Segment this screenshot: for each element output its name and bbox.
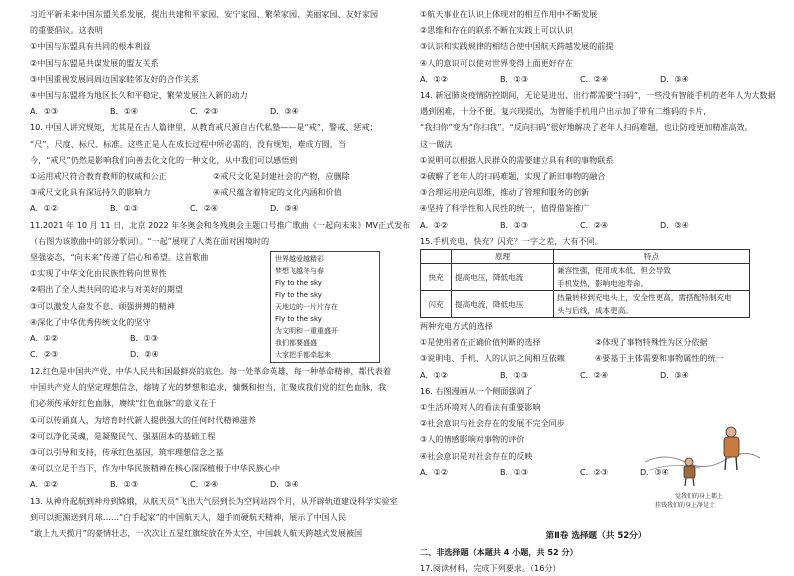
choice-d[interactable]: D．③④ — [640, 466, 669, 477]
q12-option: ④可以立足于当下，作为中华民族精神在核心深深植根于中华民族心中 — [30, 463, 281, 474]
choice-c[interactable]: C．②④ — [580, 369, 609, 380]
cartoon-figure — [684, 466, 695, 478]
q11-option: ③可以激发人奋发不息、顽强拼搏的精神 — [30, 300, 175, 311]
q15-stem: 两种充电方式的选择 — [420, 321, 493, 332]
q14-stem: 遇到困难，十分不便。复兴现提出，为智能手机用户出示加了带有二维码的卡片， — [420, 106, 712, 117]
lyric-line: 为文明和一重重盛开 — [275, 327, 338, 336]
table-cell-kind: 快充 — [421, 264, 452, 291]
q11-stem: （右图为该歌曲中的部分歌词）。“一起”展现了人类在面对困境时的 — [30, 235, 270, 246]
choice-a[interactable]: A．①② — [30, 333, 59, 344]
intro-choices — [30, 103, 393, 119]
table-row — [421, 291, 750, 318]
choice-c[interactable]: C．②④ — [190, 203, 219, 214]
q16-option: ②社会意识与社会存在的发展不完全同步 — [420, 418, 565, 429]
table-header: 原理 — [452, 250, 554, 264]
table-header-row — [421, 250, 750, 264]
q13-option: ③认识和实践规律的相结合使中国航天跨越发展的前提 — [420, 41, 614, 52]
choice-b[interactable]: B．①③ — [500, 219, 529, 230]
choice-a[interactable]: A．①② — [420, 73, 449, 84]
feature-line: 头与后线，成本更高。 — [557, 306, 633, 316]
q15-choices — [420, 367, 772, 383]
q10-options-row — [30, 168, 393, 184]
q13-option: ①航天事业在认识上体现对的相互作用中不断发展 — [420, 9, 598, 19]
lyric-line: 天地边的一片片存在 — [275, 303, 338, 312]
cartoon-caption: 觉我们的身上都上 — [675, 492, 724, 500]
cartoon-landscape — [645, 453, 760, 466]
q10-stem: “尺”，尺度、标尺、标准。这些正是人在成长过程中所必需的，没有规矩，难成方圆，当 — [30, 138, 346, 149]
feature-line: 手机发热，影响电池寿命。 — [557, 279, 649, 289]
intro-line: 习近平新未来中国东盟关系发展，提出共建和平家园、安宁家园、繁荣家园、美丽家园、友好家园 — [30, 9, 379, 19]
choice-b[interactable]: B．①③ — [110, 479, 139, 490]
q11-body — [30, 249, 270, 362]
q15-option: ②体现了事物特殊性为区分依据 — [595, 337, 708, 348]
q12-stem: 们必须传承好红色血脉，赓续“红色血脉”的意义在于 — [30, 398, 217, 409]
feature-line: 兼容性强，使用成本低，但会导致 — [557, 266, 671, 276]
q14-stem: 14. 新冠肺炎疫情防控期间，无论是进出、出行都需要“扫码”，一些没有智能手机的老年人为大数据 — [420, 90, 776, 101]
choice-c[interactable]: C．②④ — [580, 219, 609, 230]
q13-stem: 到可以扼源送到月球……“白手起家”的中国航天人，翅手而硬航天精神，展示了中国人民 — [30, 511, 346, 522]
q15-options-row — [420, 334, 772, 350]
q16-option: ③人的情感影响对事物的评价 — [420, 434, 525, 445]
lyric-line: 大家把手都牵起来 — [275, 351, 331, 360]
feature-line: 热量转移到充电头上，安全性更高，需搭配特制充电 — [557, 293, 732, 303]
q14-stem: “我扫你”变为“你扫我”。“反向扫码”很好地解决了老年人扫码难题，也让防疫更加精准高效。 — [420, 122, 753, 133]
q16-stem: 16. 右图漫画从一个侧面强调了 — [420, 385, 533, 396]
choice-b[interactable]: B．①③ — [500, 369, 529, 380]
choice-d[interactable]: D．③④ — [660, 369, 689, 380]
table-header: 特点 — [554, 250, 750, 264]
cartoon-head — [726, 427, 736, 437]
choice-d[interactable]: D．③④ — [270, 203, 299, 214]
lyric-line: Fly to the sky — [275, 291, 322, 300]
choice-a[interactable]: A．①② — [420, 466, 449, 477]
intro-option: ④中国与东盟将为地区长久和平稳定、繁荣发展注入新的动力 — [30, 90, 248, 101]
q11-option: ②唱出了全人类共同的追求与对美好的期望 — [30, 284, 183, 295]
q14-option: ③合理运用逆向思维，推动了管理和服务的创新 — [420, 187, 590, 198]
cartoon-head — [685, 458, 693, 466]
choice-c[interactable]: C．②③ — [580, 466, 609, 477]
q11-wrap — [30, 249, 393, 363]
q12-option: ③可以引导和支持，传承红色基因，筑牢理想信念之基 — [30, 447, 224, 458]
q14-option: ④坚持了科学性和人民性的统一，值得借鉴推广 — [420, 203, 590, 214]
q10-option: ①运用戒尺符合教育教师的权威和公正 — [30, 171, 167, 182]
choice-d[interactable]: D．③④ — [660, 73, 689, 84]
q15-options-row — [420, 350, 772, 366]
q16-cartoon-area — [420, 464, 772, 528]
table-cell-kind: 闪充 — [421, 291, 452, 318]
left-column — [30, 0, 411, 541]
choice-d[interactable]: D．②④ — [130, 349, 159, 360]
table-cell-features — [554, 264, 750, 291]
q12-stem: 12.红色是中国共产党、中华人民共和国最鲜亮的底色。每一处革命英雄，每一种革命精神，都代表着 — [30, 366, 391, 377]
q10-stem: 10. 中国人讲究规矩，尤其是在古人篇律里，从教育戒尺源自古代私塾——是“戒”，警戒、惩戒； — [30, 122, 378, 133]
q14-choices — [420, 217, 772, 233]
cartoon-figure — [724, 437, 739, 457]
q12-option: ②可以净化灵魂，是凝聚民气、强基固本的基础工程 — [30, 430, 216, 441]
q15-option: ④要基于主体需要和事物属性的统一 — [595, 353, 724, 364]
choice-a[interactable]: A．①③ — [30, 106, 59, 117]
choice-d[interactable]: D．③④ — [270, 106, 299, 117]
q14-option: ①说明可以根据人民群众的需要建立具有利的事物联系 — [420, 154, 614, 165]
q11-stem: 坚强姿态，“向未来”传递了信心和希望。这首歌曲 — [30, 252, 209, 263]
q10-option: ②戒尺文化是封建社会的产物，应删除 — [213, 171, 350, 182]
q15-option: ①是使用者在正确价值判断的选择 — [420, 337, 541, 348]
table-cell-features — [554, 291, 750, 318]
cartoon-illustration — [645, 422, 760, 512]
q12-stem: 中国共产党人的坚定理想信念，熔铸了光的梦想和追求，慷慨和担当，汇聚成我们党的红色血脉，我 — [30, 382, 387, 393]
q11-choices — [30, 346, 270, 362]
cartoon-legs — [685, 478, 694, 486]
choice-a[interactable]: A．①② — [420, 219, 449, 230]
q16-option: ④社会意识是对社会存在的反映 — [420, 450, 533, 461]
choice-d[interactable]: D．③④ — [660, 219, 689, 230]
cartoon-caption: 挂钱我们的身上净是土 — [655, 501, 716, 509]
table-corner — [421, 250, 452, 264]
q15-option: ③说明电、手机、人的认识之间相互依赖 — [420, 353, 565, 364]
lyric-line: 我们都要盛盛 — [275, 339, 317, 348]
choice-c[interactable]: C．②③ — [30, 349, 59, 360]
q13-choices — [420, 71, 772, 87]
q10-options-row — [30, 184, 393, 200]
choice-c[interactable]: C．②③ — [190, 106, 219, 117]
lyric-line: 世界越爱越精彩 — [275, 255, 324, 264]
q11-choices — [30, 330, 270, 346]
q15-stem: 15.手机充电，快充？闪充？一字之差，大有不同。 — [420, 235, 603, 246]
table-row — [421, 264, 750, 291]
choice-c[interactable]: C．②④ — [580, 73, 609, 84]
q14-stem: 这一做法 — [420, 138, 453, 149]
choice-a[interactable]: A．①② — [420, 369, 449, 380]
lyric-line: 梦想飞越冬与春 — [275, 267, 324, 276]
right-column — [420, 0, 776, 576]
choice-c[interactable]: C．②④ — [190, 479, 219, 490]
intro-option: ①中国与东盟具有共同的根本利益 — [30, 41, 151, 52]
charging-table — [420, 249, 750, 318]
q13-stem: “敢上九天揽月”的豪情壮志，一次次让五星红旗绽放在外太空，中国载人航天跨越式发展被国 — [30, 528, 363, 539]
choice-d[interactable]: D．③④ — [270, 479, 299, 490]
q16-option: ①生活环境对人的看法有重要影响 — [420, 402, 541, 413]
q13-option: ②思维和存在的联系不断在实践上可以认识 — [420, 25, 573, 36]
table-cell-principle: 提高电流，降低电压 — [452, 291, 554, 318]
q14-option: ②破解了老年人的扫码难题，实现了新旧事物的融合 — [420, 171, 606, 182]
lyric-line: Fly to the sky — [275, 279, 322, 288]
q11-option: ①实现了中华文化由民族性转向世界性 — [30, 268, 167, 279]
q10-stem: 今，“戒尺”仍然是影响我们向善去化文化的一种文化，从中我们可以感悟到 — [30, 154, 298, 165]
lyrics-box — [270, 251, 380, 363]
q12-option: ①可以传诵真人，为培育时代新人提供强大的任何时代精神滋养 — [30, 414, 256, 425]
q10-option: ③戒尺文化具有深远持久的影响力 — [30, 187, 151, 198]
section-heading: 二、非选择题（本题共 4 小题，共 52 分） — [420, 547, 578, 558]
intro-option: ②中国与东盟是共谋发展的盟友关系 — [30, 57, 159, 68]
q10-option: ④戒尺蕴含着特定的文化内涵和价值 — [213, 187, 342, 198]
q13-stem: 13. 从神舟起航到神舟到嫦娥，从航天员“飞出大气层到长为空间站四个月，从开辟轨道建设科学实验室 — [30, 495, 398, 506]
q10-choices — [30, 200, 393, 216]
intro-option: ③中国重视发展同周边国家睦邻友好的合作关系 — [30, 73, 200, 84]
q17-stem: 17.阅读材料，完成下列要求。（16分） — [420, 563, 561, 574]
choice-b[interactable]: B．①③ — [130, 333, 159, 344]
choice-a[interactable]: A．①② — [30, 203, 59, 214]
choice-a[interactable]: A．①② — [30, 479, 59, 490]
choice-b[interactable]: B．①③ — [500, 466, 529, 477]
lyric-line: Fly to the sky — [275, 315, 322, 324]
q11-stem: 11.2021 年 10 月 11 日，北京 2022 年冬奥会和冬残奥会主题口号推广歌曲《一起向未来》MV正式发布 — [30, 219, 411, 230]
section-title: 第Ⅱ卷 选择题（共 52分） — [545, 530, 647, 541]
q12-choices — [30, 476, 393, 492]
choice-b[interactable]: B．①③ — [110, 203, 139, 214]
q13-option: ④人的意识可以使对世界变得上面更好存在 — [420, 57, 573, 68]
q11-option: ④深化了中华优秀传统文化的坚守 — [30, 316, 151, 327]
intro-line: 的重要倡议。这表明 — [30, 25, 103, 36]
choice-b[interactable]: B．①④ — [110, 106, 139, 117]
choice-b[interactable]: B．①③ — [500, 73, 529, 84]
table-cell-principle: 提高电压，降低电流 — [452, 264, 554, 291]
